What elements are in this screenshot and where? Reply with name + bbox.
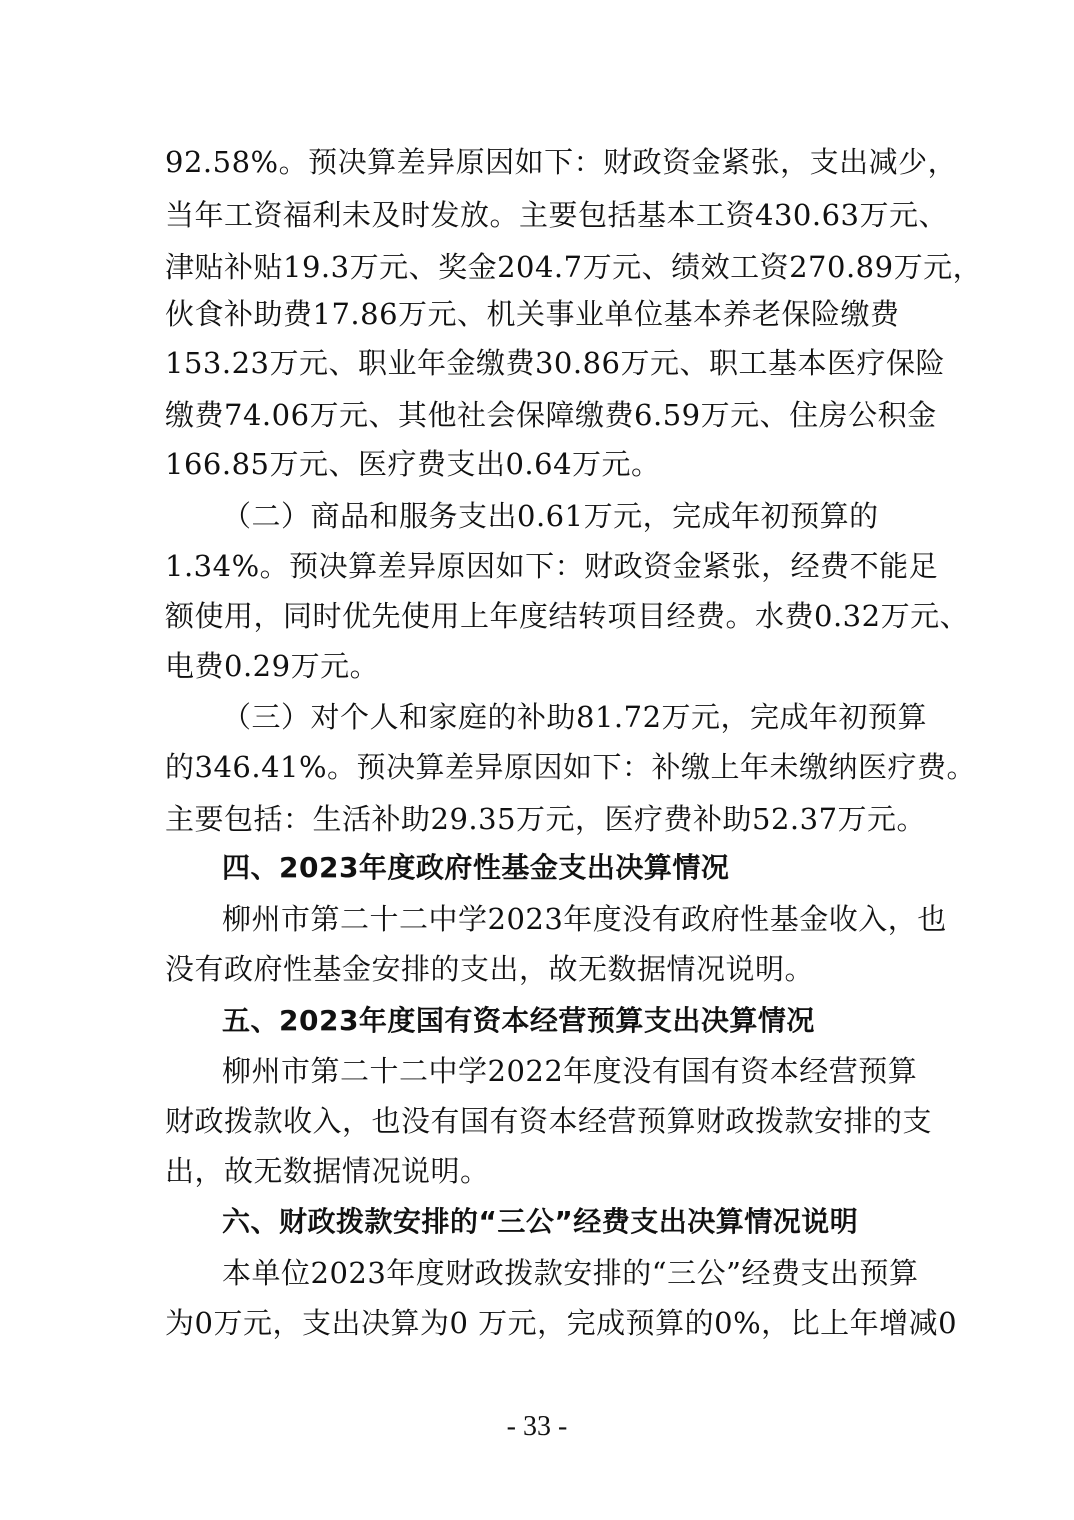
subsection-line-household-subsidy: （三）对个人和家庭的补助81.72万元，完成年初预算 — [222, 700, 928, 734]
paragraph-line: 本单位2023年度财政拨款安排的“三公”经费支出预算 — [222, 1256, 919, 1290]
paragraph-line: 电费0.29万元。 — [165, 649, 380, 683]
paragraph-line: 的346.41%。预决算差异原因如下：补缴上年未缴纳医疗费。 — [165, 750, 977, 784]
paragraph-line: 当年工资福利未及时发放。主要包括基本工资430.63万元、 — [165, 198, 948, 232]
paragraph-line: 柳州市第二十二中学2023年度没有政府性基金收入，也 — [222, 902, 947, 936]
paragraph-line: 津贴补贴19.3万元、奖金204.7万元、绩效工资270.89万元， — [165, 250, 983, 284]
section-heading-three-public: 六、财政拨款安排的“三公”经费支出决算情况说明 — [222, 1205, 859, 1238]
paragraph-line: 166.85万元、医疗费支出0.64万元。 — [165, 447, 661, 481]
paragraph-line: 伙食补助费17.86万元、机关事业单位基本养老保险缴费 — [165, 297, 900, 331]
section-heading-government-fund: 四、2023年度政府性基金支出决算情况 — [222, 851, 730, 884]
section-heading-state-capital: 五、2023年度国有资本经营预算支出决算情况 — [222, 1004, 815, 1037]
subsection-line-goods-services: （二）商品和服务支出0.61万元，完成年初预算的 — [222, 499, 879, 533]
paragraph-line: 出，故无数据情况说明。 — [165, 1154, 490, 1188]
paragraph-line: 财政拨款收入，也没有国有资本经营预算财政拨款安排的支 — [165, 1104, 933, 1138]
paragraph-line: 1.34%。预决算差异原因如下：财政资金紧张，经费不能足 — [165, 549, 939, 583]
paragraph-line: 柳州市第二十二中学2022年度没有国有资本经营预算 — [222, 1054, 918, 1088]
page-number: - 33 - — [506, 1411, 568, 1442]
paragraph-line: 主要包括：生活补助29.35万元，医疗费补助52.37万元。 — [165, 802, 927, 836]
paragraph-line: 92.58%。预决算差异原因如下：财政资金紧张，支出减少， — [165, 145, 958, 179]
paragraph-line: 没有政府性基金安排的支出，故无数据情况说明。 — [165, 952, 815, 986]
paragraph-line: 为0万元，支出决算为0 万元，完成预算的0%，比上年增减0 — [165, 1306, 958, 1340]
paragraph-line: 额使用，同时优先使用上年度结转项目经费。水费0.32万元、 — [165, 599, 970, 633]
paragraph-line: 153.23万元、职业年金缴费30.86万元、职工基本医疗保险 — [165, 346, 945, 380]
paragraph-line: 缴费74.06万元、其他社会保障缴费6.59万元、住房公积金 — [165, 398, 937, 432]
